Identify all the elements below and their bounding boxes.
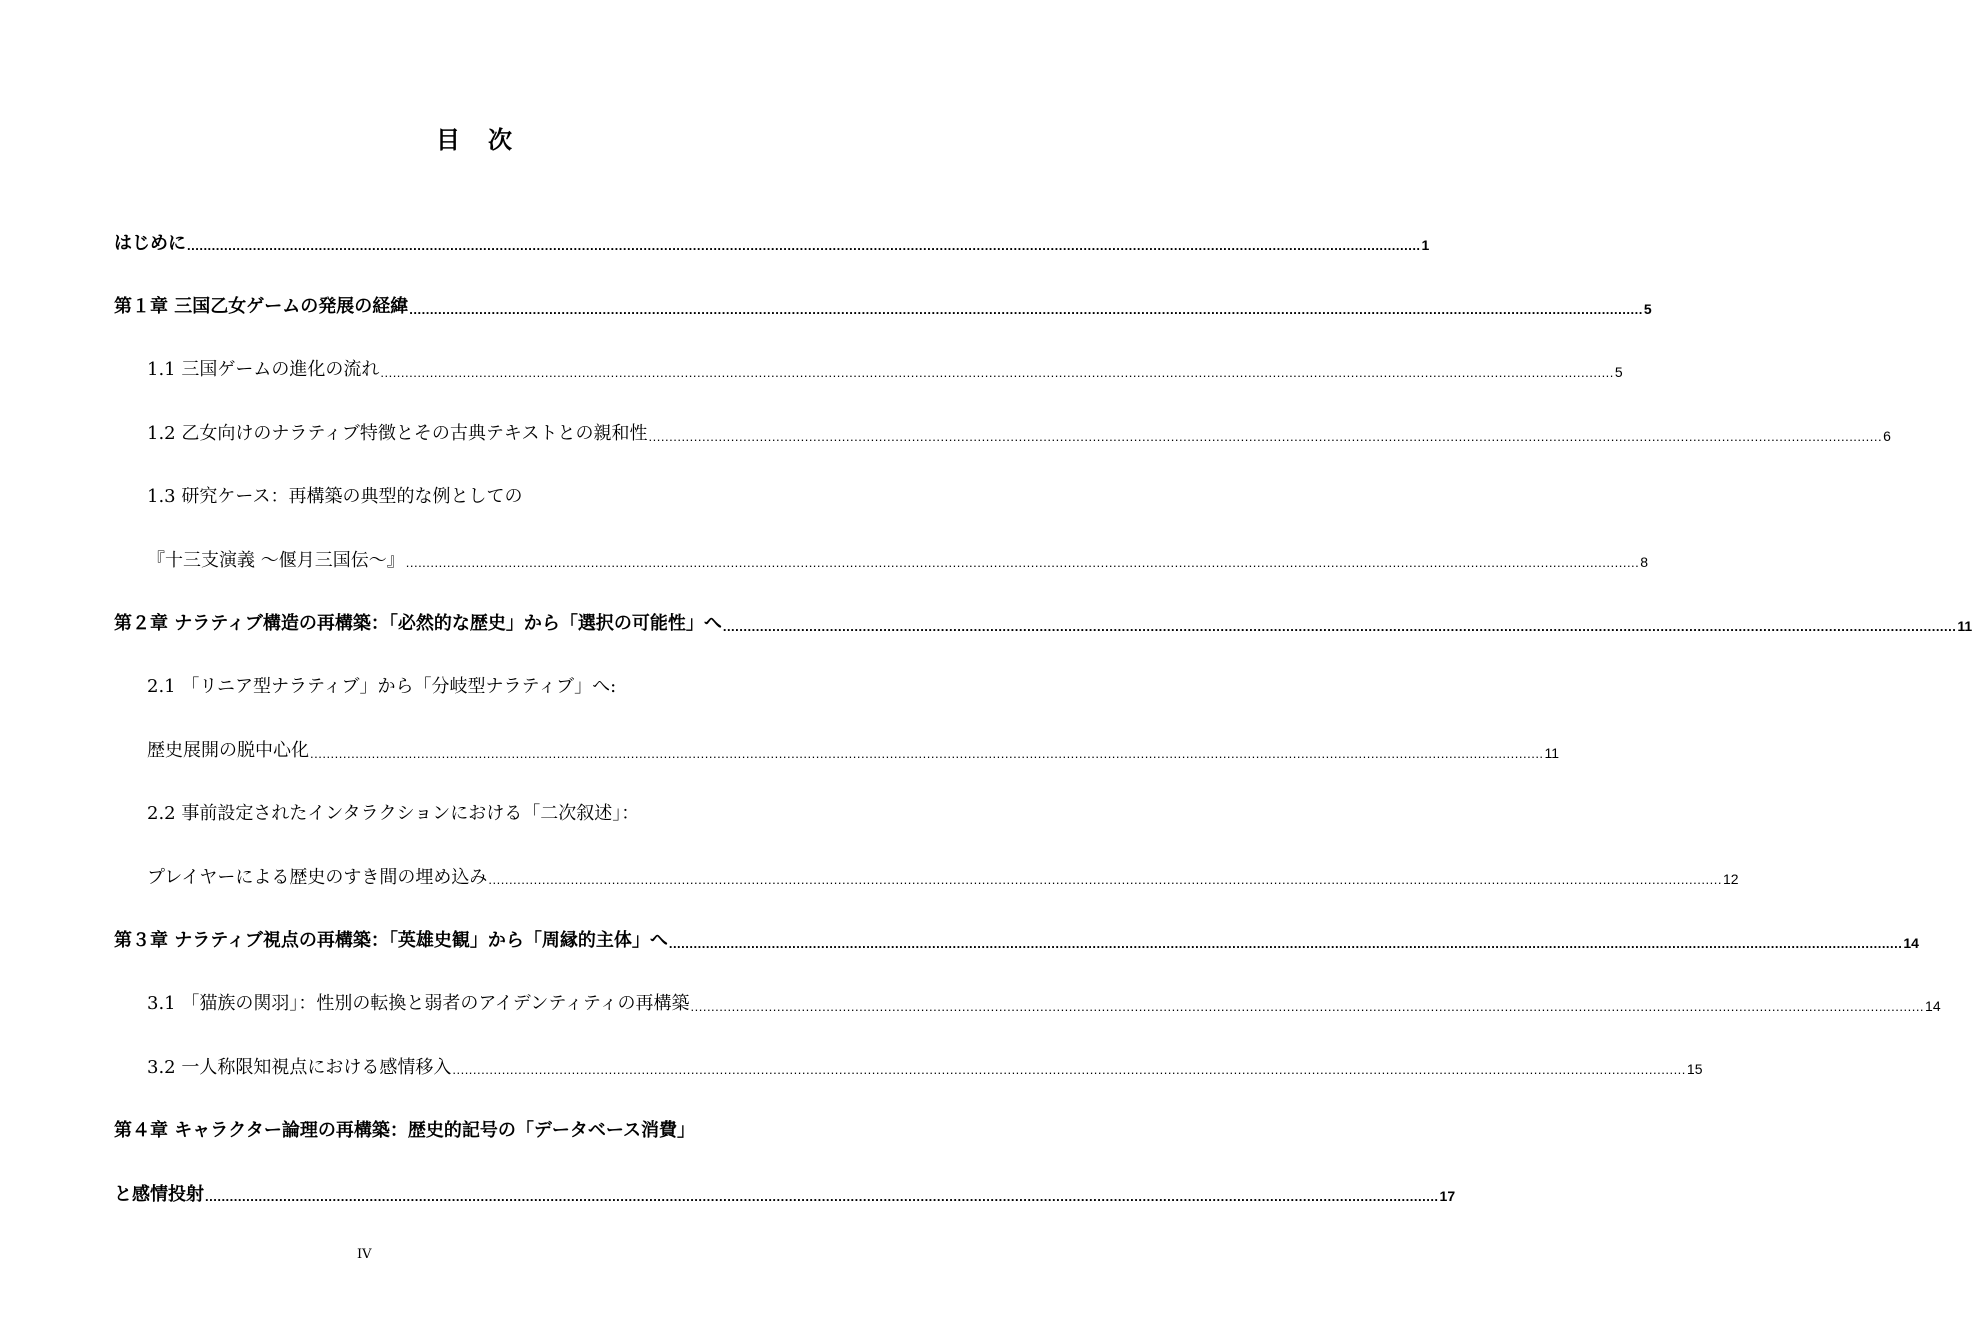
- toc-entry-label: 『十三支演義 ～偃月三国伝～』: [147, 549, 405, 571]
- toc-page-number: 17: [1439, 1188, 1456, 1205]
- toc-entry[interactable]: [114, 273, 1652, 336]
- toc-entry[interactable]: [114, 781, 837, 844]
- toc-leader-dots: ............................................................................................................................................................................................................................................................................................................: [187, 238, 1421, 254]
- toc-entry-label: 1.2 乙女向けのナラティブ特徴とその古典テキストとの親和性: [147, 422, 648, 444]
- toc-entry-label: 3.2 一人称限知視点における感情移入: [147, 1056, 452, 1078]
- page-title: 目 次: [436, 125, 514, 154]
- toc-leader-dots: ............................................................................................................................................................................................................................................................................................................: [405, 555, 1640, 571]
- toc-page-number: 14: [1903, 934, 1919, 951]
- toc-leader-dots: ............................................................................................................................................................................................................................................................................................................: [488, 872, 1722, 888]
- toc-entry-label: 1.3 研究ケース：再構築の典型的な例としての: [147, 486, 523, 508]
- toc-leader-dots: ............................................................................................................................................................................................................................................................................................................: [668, 935, 1903, 951]
- toc-entry-label: 第１章 三国乙女ゲームの発展の経緯: [114, 296, 409, 318]
- toc-leader-dots: ............................................................................................................................................................................................................................................................................................................: [409, 301, 1643, 317]
- toc-entry-label: 3.1 「猫族の関羽」：性別の転換と弱者のアイデンティティの再構築: [147, 993, 690, 1015]
- toc-leader-dots: ............................................................................................................................................................................................................................................................................................................: [380, 365, 1614, 381]
- toc-entry-label: 1.1 三国ゲームの進化の流れ: [147, 359, 380, 381]
- toc-leader-dots: ............................................................................................................................................................................................................................................................................................................: [205, 1189, 1439, 1205]
- toc-entry-label: はじめに: [114, 232, 186, 254]
- toc-entry-label: 2.2 事前設定されたインタラクションにおける「二次叙述」：: [147, 803, 640, 825]
- toc-leader-dots: ............................................................................................................................................................................................................................................................................................................: [310, 745, 1544, 761]
- toc-page-number: 12: [1722, 871, 1739, 888]
- toc-entry-label: プレイヤーによる歴史のすき間の埋め込み: [147, 866, 488, 888]
- toc-leader-dots: ............................................................................................................................................................................................................................................................................................................: [690, 999, 1925, 1015]
- toc-leader-dots: ............................................................................................................................................................................................................................................................................................................: [722, 618, 1957, 634]
- toc-entry-label: と感情投射: [114, 1183, 204, 1205]
- table-of-contents: [114, 210, 1972, 1224]
- toc-entry[interactable]: [114, 400, 1891, 463]
- toc-entry[interactable]: [114, 210, 1430, 273]
- toc-entry[interactable]: [114, 464, 837, 527]
- toc-page-number: 5: [1614, 364, 1623, 381]
- toc-entry[interactable]: [114, 1161, 1456, 1224]
- toc-entry[interactable]: [114, 907, 1919, 970]
- toc-page-number: 5: [1643, 300, 1652, 317]
- toc-entry[interactable]: [114, 654, 837, 717]
- toc-entry[interactable]: [114, 590, 1972, 653]
- toc-page-number: 15: [1686, 1061, 1703, 1078]
- toc-entry[interactable]: [114, 1034, 1703, 1097]
- toc-page-number: 1: [1421, 237, 1430, 254]
- toc-entry[interactable]: [114, 971, 1941, 1034]
- toc-page-number: 8: [1640, 554, 1649, 571]
- toc-leader-dots: ............................................................................................................................................................................................................................................................................................................: [648, 428, 1883, 444]
- toc-entry[interactable]: [114, 717, 1560, 780]
- toc-entry[interactable]: [114, 1097, 837, 1160]
- toc-page-number: 6: [1883, 427, 1891, 444]
- page-footer-number: IV: [357, 1247, 372, 1262]
- toc-entry-label: 第３章 ナラティブ視点の再構築：「英雄史観」から「周縁的主体」へ: [114, 929, 668, 951]
- toc-page-number: 11: [1957, 617, 1972, 634]
- toc-entry[interactable]: [114, 844, 1739, 907]
- toc-page-number: 14: [1925, 998, 1941, 1015]
- toc-page-number: 11: [1544, 744, 1560, 761]
- toc-entry-label: 第４章 キャラクター論理の再構築：歴史的記号の「データベース消費」: [114, 1120, 696, 1142]
- toc-entry-label: 第２章 ナラティブ構造の再構築：「必然的な歴史」から「選択の可能性」へ: [114, 613, 722, 635]
- toc-entry[interactable]: [114, 527, 1649, 590]
- toc-entry-label: 歴史展開の脱中心化: [147, 739, 309, 761]
- toc-leader-dots: ............................................................................................................................................................................................................................................................................................................: [452, 1062, 1686, 1078]
- toc-entry-label: 2.1 「リニア型ナラティブ」から「分岐型ナラティブ」へ:: [147, 676, 617, 698]
- toc-entry[interactable]: [114, 337, 1623, 400]
